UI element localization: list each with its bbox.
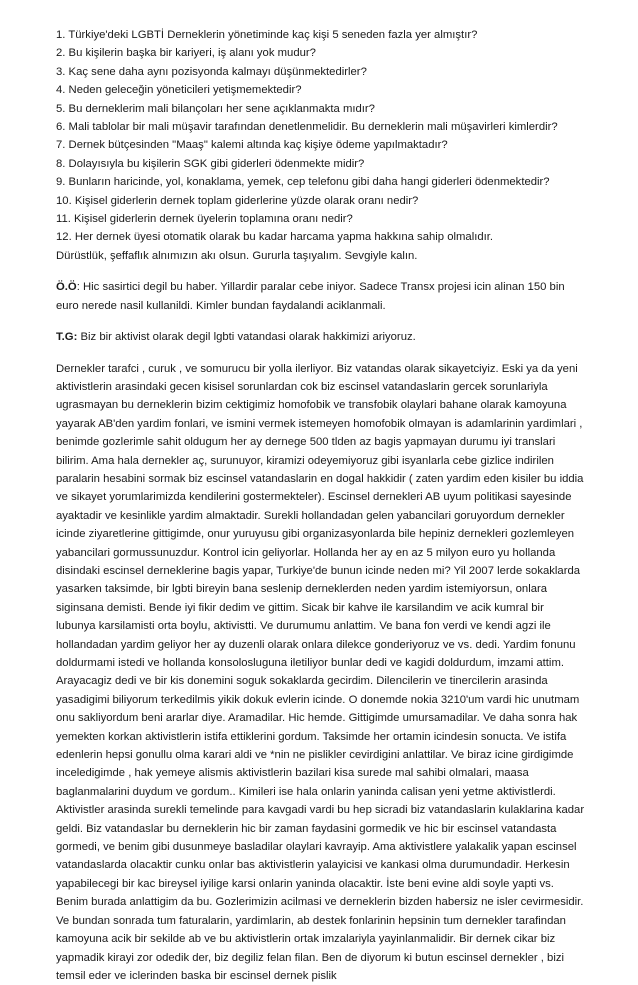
list-item: 5. Bu derneklerim mali bilançoları her sene açıklanmakta mıdır? <box>56 100 586 118</box>
comment-author-label: T.G: <box>56 331 77 343</box>
comment-tg <box>56 328 586 346</box>
list-item: 7. Dernek bütçesinden "Maaş" kalemi altında kaç kişiye ödeme yapılmaktadır? <box>56 136 586 154</box>
list-item: 10. Kişisel giderlerin dernek toplam giderlerine yüzde olarak oranı nedir? <box>56 192 586 210</box>
comment-text: Biz bir aktivist olarak degil lgbti vatandasi olarak hakkimizi ariyoruz. <box>77 331 415 343</box>
list-item: 6. Mali tablolar bir mali müşavir tarafından denetlenmelidir. Bu derneklerin mali müşavirleri kimlerdir? <box>56 118 586 136</box>
list-item: 9. Bunların haricinde, yol, konaklama, yemek, cep telefonu gibi daha hangi giderleri ödenmektedir? <box>56 173 586 191</box>
list-item: 11. Kişisel giderlerin dernek üyelerin toplamına oranı nedir? <box>56 210 586 228</box>
list-item: 2. Bu kişilerin başka bir kariyeri, iş alanı yok mudur? <box>56 44 586 62</box>
comment-author-label: Ö.Ö <box>56 281 77 293</box>
list-item: 1. Türkiye'deki LGBTİ Derneklerin yönetiminde kaç kişi 5 seneden fazla yer almıştır? <box>56 26 586 44</box>
body-paragraph: Dernekler tarafci , curuk , ve somurucu bir yolla ilerliyor. Biz vatandas olarak sikayetciyiz. Eski ya da yeni aktivistlerin arasindaki gecen kisisel sorunlardan cok biz escinsel vatandaslarin gercek sorunlariyla ugrasmayan bu derneklerin bizim cektigimiz homofobik ve transfobik olaylari bahane olarak kamoyuna yayarak AB'den yardim fonlari, ve ismini vermek istemeyen homofobik olmayan is adamlarinin yardimlari , benimde gozlerimle sahit oldugum her ay dernege 500 tlden az bagis yapmayan durumu iyi translari bilirim. Ama hala dernekler aç, surunuyor, kiramizi odeyemiyoruz gibi isyanlarla cebe gizlice indirilen paralarin hesabini sormak biz escinsel vatandaslarin en dogal hakkidir ( zaten yardim eden kisiler bu iddia ve sikayet yorumlarimizda kendilerini gostermekteler). Escinsel dernekleri AB uyum politikasi sayesinde ayaktadir ve kesinlikle yardim almaktadir. Surekli hollandadan gelen yabancilari goruyordum dernekler icinde ziyaretlerine gittigimde, onur yuruyusu gibi organizasyonlarda bile hepiniz dernekleri gozlemleyen yabancilari gormussunuzdur. Kontrol icin geliyorlar. Hollanda her ay en az 5 milyon euro yu hollanda disindaki escinsel derneklerine bagis yapar, Turkiye'de bunun icinde neden mi? Yil 2007 lerde sokaklarda yasarken taksimde, bir lgbti bireyin bana seslenip derneklerden neden yardim istemiyorsun, onlara siginsana demisti. Bende iyi fikir dedim ve gittim. Sicak bir kahve ile karsilandim ve acik kumral bir lubunya karsilamisti orta boylu, aktivistti. Ve durumumu anlattim. Ve bana fon verdi ve kendi agzi ile hollandadan yardim geliyor her ay duzenli olarak onlara dilekce gonderiyoruz ve vs. dedi. Yardim fonunu doldurmami istedi ve hollanda konsolosluguna iletiliyor bunlar dedi ve kagidi doldurdum, imzami attim. Arayacagiz dedi ve bir kis donemini soguk sokaklarda gecirdim. Dilencilerin ve tinercilerin arasinda yasadigimi biliyorum terkedilmis yikik dokuk evlerin icinde. O donemde nokia 3210'um vardi hic unutmam onu sakliyordum beni ararlar diye. Aramadilar. Hic hemde. Gittigimde umursamadilar. Ve daha sonra hak yemekten korkan aktivistlerin istifa ettiklerini gordum. Taksimde her ortamin icindesin sonucta. Ve istifa edenlerin hepsi gonullu olma karari aldi ve *nin ne pislikler cevirdigini anlattilar. Ve biraz icine girdigimde inceledigimde , hak yemeye alismis aktivistlerin bazilari kisa surede mal sahibi olmalari, maasa baglanmalarini duydum ve gordum.. Kimileri ise hala onlarin yaninda calisan yeni yetme aktivistlerdi. Aktivistler arasinda surekli temelinde para kavgadi vardi bu hep sicradi biz vatandaslarin kulaklarina kadar geldi. Biz vatandaslar bu derneklerin hic bir zaman faydasini gormedik ve hic bir escinsel vatandasta gormedi, ve benim gibi dusunmeye basladilar olaylari kavrayip. Ama aktivistlere yalakalik yapan escinsel vatandaslarda olacaktir cunku onlar bas aktivistlerin yalayicisi ve kankasi olma durumundadir. Herkesin yapabilecegi bir kac bireysel iyilige karsi onlarin yaninda olacaktir. İste beni evine aldi soyle yapti vs. Benim burada anlattigim da bu. Gozlerimizin acilmasi ve derneklerin bizden habersiz ne isler cevirmesidir. Ve bundan sonrada tum faturalarin, yardimlarin, ab destek fonlarinin hepsinin tum dernekler tarafindan kamoyuna acik bir sekilde ab ve bu aktivistlerin ortak imzalariyla yayinlanmalidir. Bir dernek cikar biz yapmadik kirayi zor odedik der, biz degiliz felan filan. Ben de diyorum ki butun escinsel dernekler , bizi temsil eder ve iclerinden baska bir escinsel dernek pislik <box>56 360 586 985</box>
question-list <box>56 26 586 265</box>
list-item: 12. Her dernek üyesi otomatik olarak bu kadar harcama yapma hakkına sahip olmalıdır. <box>56 228 586 246</box>
comment-text: : Hic sasirtici degil bu haber. Yillardir paralar cebe iniyor. Sadece Transx projesi icin alinan 150 bin euro nerede nasil kullanildi. Kimler bundan faydalandi aciklanmali. <box>56 281 565 311</box>
comment-oo <box>56 278 586 315</box>
list-item: 4. Neden geleceğin yöneticileri yetişmemektedir? <box>56 81 586 99</box>
list-item: 3. Kaç sene daha aynı pozisyonda kalmayı düşünmektedirler? <box>56 63 586 81</box>
document-page <box>56 26 586 985</box>
list-item: 8. Dolayısıyla bu kişilerin SGK gibi giderleri ödenmekte midir? <box>56 155 586 173</box>
closing-line: Dürüstlük, şeffaflık alnımızın akı olsun. Gururla taşıyalım. Sevgiyle kalın. <box>56 247 586 265</box>
